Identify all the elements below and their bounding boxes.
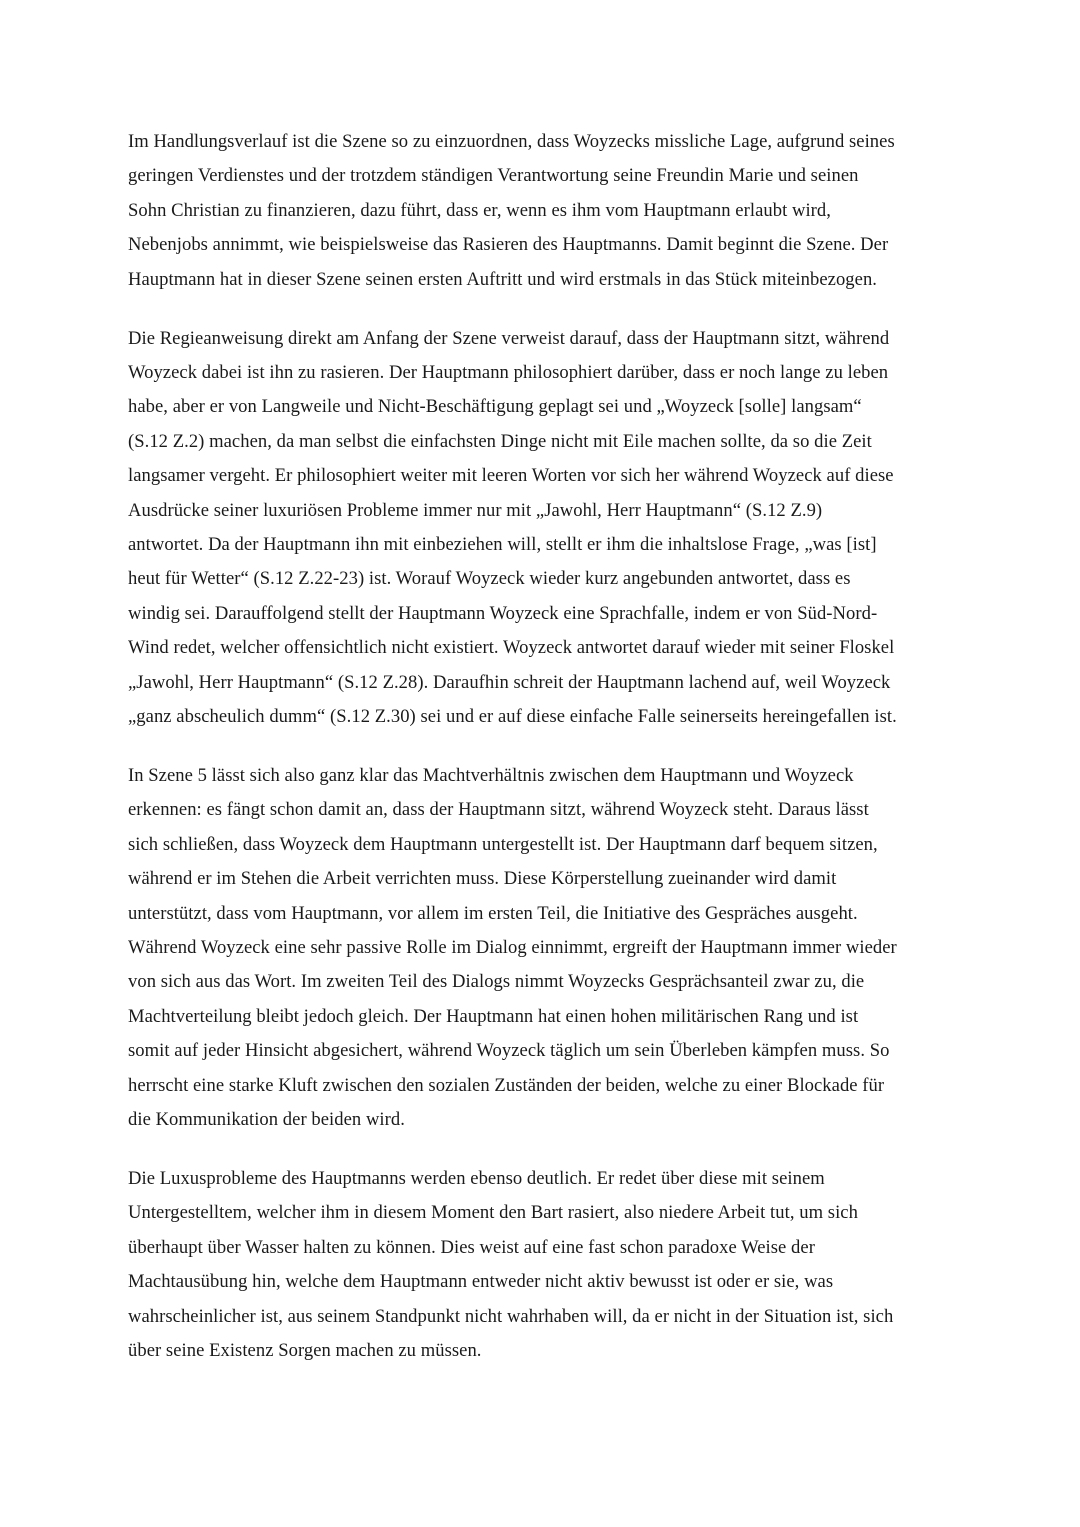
paragraph bbox=[128, 322, 958, 735]
text-line: herrscht eine starke Kluft zwischen den sozialen Zuständen der beiden, welche zu einer Blockade für bbox=[128, 1074, 885, 1096]
text-line: habe, aber er von Langweile und Nicht-Beschäftigung geplagt sei und „Woyzeck [solle] langsam“ bbox=[128, 396, 862, 418]
text-line: Hauptmann hat in dieser Szene seinen ersten Auftritt und wird erstmals in das Stück miteinbezogen. bbox=[128, 268, 877, 290]
text-line: wahrscheinlicher ist, aus seinem Standpunkt nicht wahrhaben will, da er nicht in der Situation ist, sich bbox=[128, 1305, 894, 1327]
text-line: Die Luxusprobleme des Hauptmanns werden ebenso deutlich. Er redet über diese mit seinem bbox=[128, 1167, 825, 1189]
text-line: während er im Stehen die Arbeit verrichten muss. Diese Körperstellung zueinander wird damit bbox=[128, 868, 837, 890]
text-line: somit auf jeder Hinsicht abgesichert, während Woyzeck täglich um sein Überleben kämpfen muss. So bbox=[128, 1040, 890, 1062]
text-line: Woyzeck dabei ist ihn zu rasieren. Der Hauptmann philosophiert darüber, dass er noch lange zu leben bbox=[128, 361, 889, 383]
text-line: Untergestelltem, welcher ihm in diesem Moment den Bart rasiert, also niedere Arbeit tut, um sich bbox=[128, 1202, 858, 1224]
paragraph bbox=[128, 125, 958, 297]
text-line: Während Woyzeck eine sehr passive Rolle im Dialog einnimmt, ergreift der Hauptmann immer wieder bbox=[128, 936, 897, 958]
text-line: Machtausübung hin, welche dem Hauptmann entweder nicht aktiv bewusst ist oder er sie, was bbox=[128, 1271, 834, 1293]
text-line: die Kommunikation der beiden wird. bbox=[128, 1108, 405, 1130]
text-line: „ganz abscheulich dumm“ (S.12 Z.30) sei und er auf diese einfache Falle seinerseits hereingefallen ist. bbox=[128, 706, 897, 727]
text-line: Die Regieanweisung direkt am Anfang der Szene verweist darauf, dass der Hauptmann sitzt, während bbox=[128, 327, 890, 349]
text-line: In Szene 5 lässt sich also ganz klar das Machtverhältnis zwischen dem Hauptmann und Woyzeck bbox=[128, 764, 854, 786]
text-line: über seine Existenz Sorgen machen zu müssen. bbox=[128, 1339, 482, 1361]
text-line: windig sei. Darauffolgend stellt der Hauptmann Woyzeck eine Sprachfalle, indem er von Süd-Nord- bbox=[128, 602, 878, 624]
text-line: unterstützt, dass vom Hauptmann, vor allem im ersten Teil, die Initiative des Gespräches ausgeht. bbox=[128, 902, 858, 924]
document-body bbox=[128, 125, 958, 1393]
text-line: langsamer vergeht. Er philosophiert weiter mit leeren Worten vor sich her während Woyzeck auf diese bbox=[128, 465, 894, 487]
text-line: geringen Verdienstes und der trotzdem ständigen Verantwortung seine Freundin Marie und seinen bbox=[128, 165, 859, 187]
text-line: Machtverteilung bleibt jedoch gleich. Der Hauptmann hat einen hohen militärischen Rang und ist bbox=[128, 1005, 859, 1027]
text-line: „Jawohl, Herr Hauptmann“ (S.12 Z.28). Daraufhin schreit der Hauptmann lachend auf, weil Woyzeck bbox=[128, 671, 891, 693]
text-line: antwortet. Da der Hauptmann ihn mit einbeziehen will, stellt er ihm die inhaltslose Frage, „was [ist] bbox=[128, 533, 877, 555]
paragraph bbox=[128, 759, 958, 1137]
paragraph bbox=[128, 1162, 958, 1368]
text-line: heut für Wetter“ (S.12 Z.22-23) ist. Worauf Woyzeck wieder kurz angebunden antwortet, dass es bbox=[128, 568, 851, 590]
text-line: erkennen: es fängt schon damit an, dass der Hauptmann sitzt, während Woyzeck steht. Daraus lässt bbox=[128, 799, 869, 821]
text-line: (S.12 Z.2) machen, da man selbst die einfachsten Dinge nicht mit Eile machen sollte, da so die Zeit bbox=[128, 430, 872, 452]
text-line: Ausdrücke seiner luxuriösen Probleme immer nur mit „Jawohl, Herr Hauptmann“ (S.12 Z.9) bbox=[128, 499, 823, 521]
text-line: Nebenjobs annimmt, wie beispielsweise das Rasieren des Hauptmanns. Damit beginnt die Szene. Der bbox=[128, 234, 889, 256]
text-line: Wind redet, welcher offensichtlich nicht existiert. Woyzeck antwortet darauf wieder mit seiner Floskel bbox=[128, 637, 895, 659]
text-line: Sohn Christian zu finanzieren, dazu führt, dass er, wenn es ihm vom Hauptmann erlaubt wird, bbox=[128, 199, 831, 221]
text-line: Im Handlungsverlauf ist die Szene so zu einzuordnen, dass Woyzecks missliche Lage, aufgrund seines bbox=[128, 131, 895, 152]
text-line: sich schließen, dass Woyzeck dem Hauptmann untergestellt ist. Der Hauptmann darf bequem sitzen, bbox=[128, 833, 878, 855]
text-line: von sich aus das Wort. Im zweiten Teil des Dialogs nimmt Woyzecks Gesprächsanteil zwar zu, die bbox=[128, 971, 865, 993]
text-line: überhaupt über Wasser halten zu können. Dies weist auf eine fast schon paradoxe Weise der bbox=[128, 1236, 815, 1258]
